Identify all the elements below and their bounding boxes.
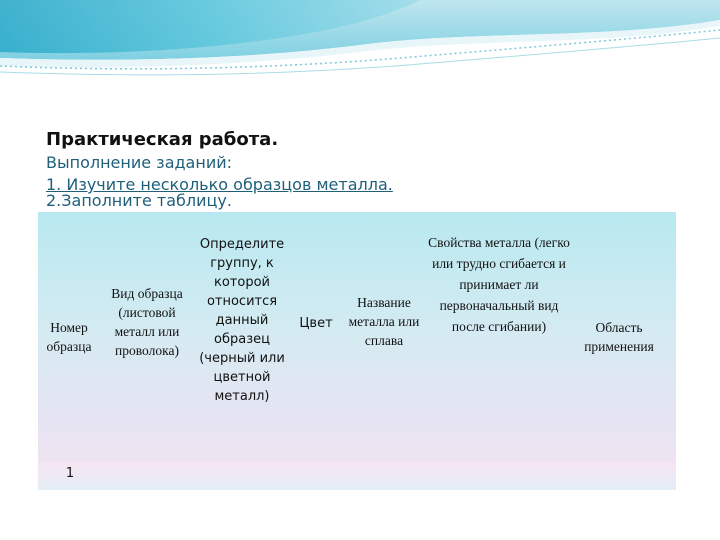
task-1: 1. Изучите несколько образцов металла. <box>46 175 393 194</box>
header-metal-name: Название металла или сплава <box>348 295 420 348</box>
task-2: 2.Заполните таблицу. <box>46 191 232 210</box>
slide-heading <box>46 128 686 210</box>
header-color: Цвет <box>299 316 333 331</box>
table-cell-number: 1 <box>65 466 75 481</box>
header-sample-type: Вид образца (листовой металл или проволока) <box>111 286 183 358</box>
table-row <box>38 462 676 490</box>
decorative-wave-header <box>0 0 720 90</box>
slide-subtitle: Выполнение заданий: <box>46 153 233 172</box>
header-group: Определите группу, к которой относится данный образец (черный или цветной металл) <box>199 237 285 404</box>
header-application: Область применения <box>584 320 654 354</box>
slide-title: Практическая работа. <box>46 129 279 150</box>
header-number: Номер образца <box>46 320 92 354</box>
header-properties: Свойства металла (легко или трудно сгибается и принимает ли первоначальный вид после сгибании) <box>428 235 570 334</box>
